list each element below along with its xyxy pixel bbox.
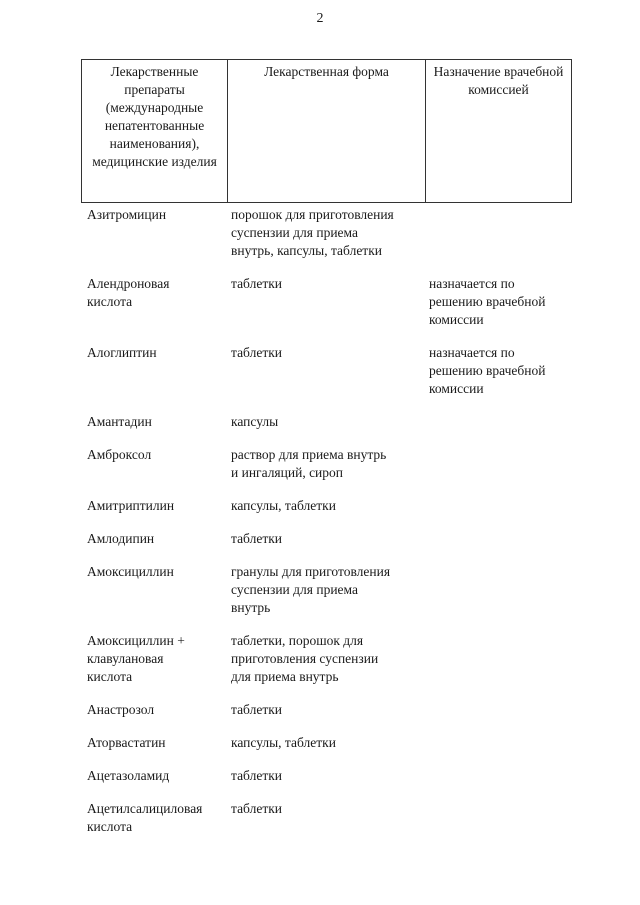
drug-name: Алоглиптин [87,345,157,360]
dosage-form: раствор для приема внутрь и ингаляций, сироп [231,447,387,481]
dosage-form: таблетки [231,345,283,360]
drug-name: Ацетазоламид [87,768,170,783]
header-dosage-form: Лекарственная форма [228,60,426,202]
drug-name: Амлодипин [87,531,155,546]
dosage-form: гранулы для приготовления суспензии для приема внутрь [231,564,391,616]
header-commission: Назначение врачебной комиссией [433,64,564,97]
dosage-form: таблетки [231,768,283,783]
drug-name: Алендроновая кислота [87,276,170,310]
drug-name: Ацетилсалициловая кислота [87,801,203,835]
drug-name: Амоксициллин + клавулановая кислота [87,633,185,685]
drug-name: Амброксол [87,447,152,462]
dosage-form: капсулы, таблетки [231,735,336,750]
dosage-form: порошок для приготовления суспензии для приема внутрь, капсулы, таблетки [231,207,394,259]
drug-name: Анастрозол [87,702,155,717]
drug-name: Амоксициллин [87,564,174,579]
commission-note: назначается по решению врачебной комиссии [429,345,546,397]
commission-note: назначается по решению врачебной комиссии [429,276,546,328]
dosage-form: капсулы [231,414,279,429]
dosage-form: таблетки [231,276,283,291]
drug-name: Амитриптилин [87,498,175,513]
drug-name: Амантадин [87,414,152,429]
dosage-form: таблетки [231,801,283,816]
drug-name: Аторвастатин [87,735,166,750]
page-number: 2 [316,11,324,26]
drug-name: Азитромицин [87,207,167,222]
header-drugs: Лекарственные препараты (международные непатентованные наименования), медицинские изделия [82,60,228,202]
dosage-form: таблетки [231,702,283,717]
dosage-form: таблетки [231,531,283,546]
dosage-form: таблетки, порошок для приготовления суспензии для приема внутрь [231,633,379,685]
dosage-form: капсулы, таблетки [231,498,336,513]
